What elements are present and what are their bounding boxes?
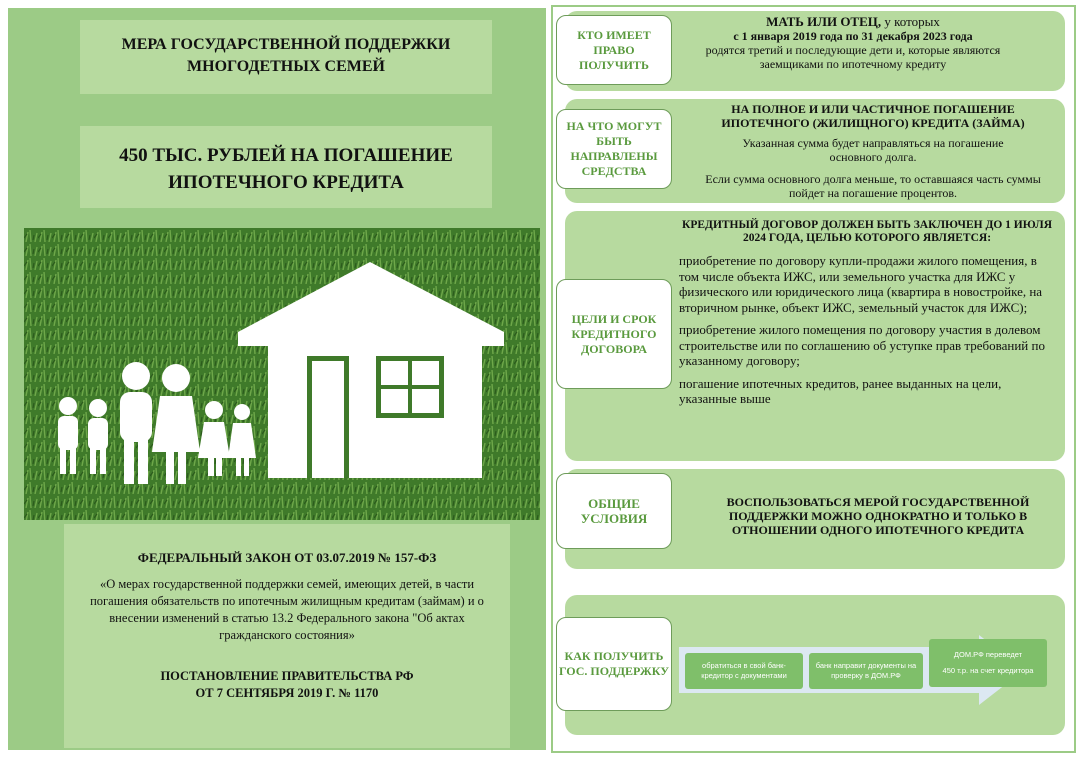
section-purpose-text	[688, 102, 1058, 200]
goals-item-2: приобретение жилого помещения по договору участия в долевом строительстве или по соглашению об уступке прав требований по указанному договору;	[679, 322, 1045, 368]
section-who-label: КТО ИМЕЕТ ПРАВО ПОЛУЧИТЬ	[556, 15, 672, 85]
goals-item-1: приобретение по договору купли-продажи жилого помещения, в том числе объекта ИЖС, или земельного участка для ИЖС у физического или юридического лица (квартира в новостройке, на вторичном рынке, объект ИЖС, земельный участок для ИЖС);	[679, 253, 1043, 315]
who-heading: МАТЬ ИЛИ ОТЕЦ,	[766, 14, 882, 29]
right-panel	[551, 5, 1076, 753]
section-how-label: КАК ПОЛУЧИТЬ ГОС. ПОДДЕРЖКУ	[556, 617, 672, 711]
section-conditions-label: ОБЩИЕ УСЛОВИЯ	[556, 473, 672, 549]
section-who-text	[703, 15, 1003, 71]
goals-item-3: погашение ипотечных кредитов, ранее выданных на цели, указанные выше	[679, 375, 1002, 406]
decree-reference	[64, 668, 510, 702]
step-1: обратиться в свой банк-кредитор с документами	[685, 653, 803, 689]
section-goals-label: ЦЕЛИ И СРОК КРЕДИТНОГО ДОГОВОРА	[556, 279, 672, 389]
purpose-text-1: Указанная сумма будет направляться на погашение основного долга.	[742, 136, 1004, 164]
left-panel	[8, 8, 546, 750]
who-heading-rest: у которых	[881, 14, 940, 29]
step-3-line-2: 450 т.р. на счет кредитора	[942, 666, 1034, 675]
law-title: ФЕДЕРАЛЬНЫЙ ЗАКОН ОТ 03.07.2019 № 157-ФЗ	[137, 550, 437, 565]
who-dates: с 1 января 2019 года по 31 декабря 2023 года	[733, 29, 973, 43]
law-description: «О мерах государственной поддержки семей, имеющих детей, в части погашения обязательств по ипотечным жилищным кредитам (займам) и о внесении изменений в статью 13.2 Федерального закона "Об актах гражданского состояния»	[90, 577, 484, 642]
purpose-text-2: Если сумма основного долга меньше, то оставшаяся часть суммы пойдет на погашение процентов.	[705, 172, 1041, 200]
step-3-line-1: ДОМ.РФ переведет	[953, 650, 1023, 659]
goals-heading: КРЕДИТНЫЙ ДОГОВОР ДОЛЖЕН БЫТЬ ЗАКЛЮЧЕН ДО 1 ИЮЛЯ 2024 ГОДА, ЦЕЛЬЮ КОТОРОГО ЯВЛЯЕТСЯ:	[682, 219, 1052, 244]
step-2: банк направит документы на проверку в ДОМ.РФ	[809, 653, 923, 689]
amount-heading: 450 ТЫС. РУБЛЕЙ НА ПОГАШЕНИЕ ИПОТЕЧНОГО КРЕДИТА	[80, 126, 492, 208]
section-conditions-text: ВОСПОЛЬЗОВАТЬСЯ МЕРОЙ ГОСУДАРСТВЕННОЙ ПОДДЕРЖКИ МОЖНО ОДНОКРАТНО И ТОЛЬКО В ОТНОШЕНИИ ОДНОГО ИПОТЕЧНОГО КРЕДИТА	[726, 495, 1030, 537]
section-goals-text	[679, 219, 1055, 407]
section-purpose-label: НА ЧТО МОГУТ БЫТЬ НАПРАВЛЕНЫ СРЕДСТВА	[556, 109, 672, 189]
decree-line-1: ПОСТАНОВЛЕНИЕ ПРАВИТЕЛЬСТВА РФ	[160, 669, 414, 683]
decree-line-2: ОТ 7 СЕНТЯБРЯ 2019 Г. № 1170	[195, 686, 379, 700]
family-house-image	[24, 228, 540, 520]
poster-title: МЕРА ГОСУДАРСТВЕННОЙ ПОДДЕРЖКИ МНОГОДЕТНЫХ СЕМЕЙ	[80, 20, 492, 94]
purpose-heading: НА ПОЛНОЕ И ИЛИ ЧАСТИЧНОЕ ПОГАШЕНИЕ ИПОТЕЧНОГО (ЖИЛИЩНОГО) КРЕДИТА (ЗАЙМА)	[721, 102, 1025, 130]
who-description: родятся третий и последующие дети и, которые являются заемщиками по ипотечному кредиту	[705, 43, 1001, 71]
step-3	[929, 639, 1047, 687]
law-info-box	[64, 524, 510, 748]
